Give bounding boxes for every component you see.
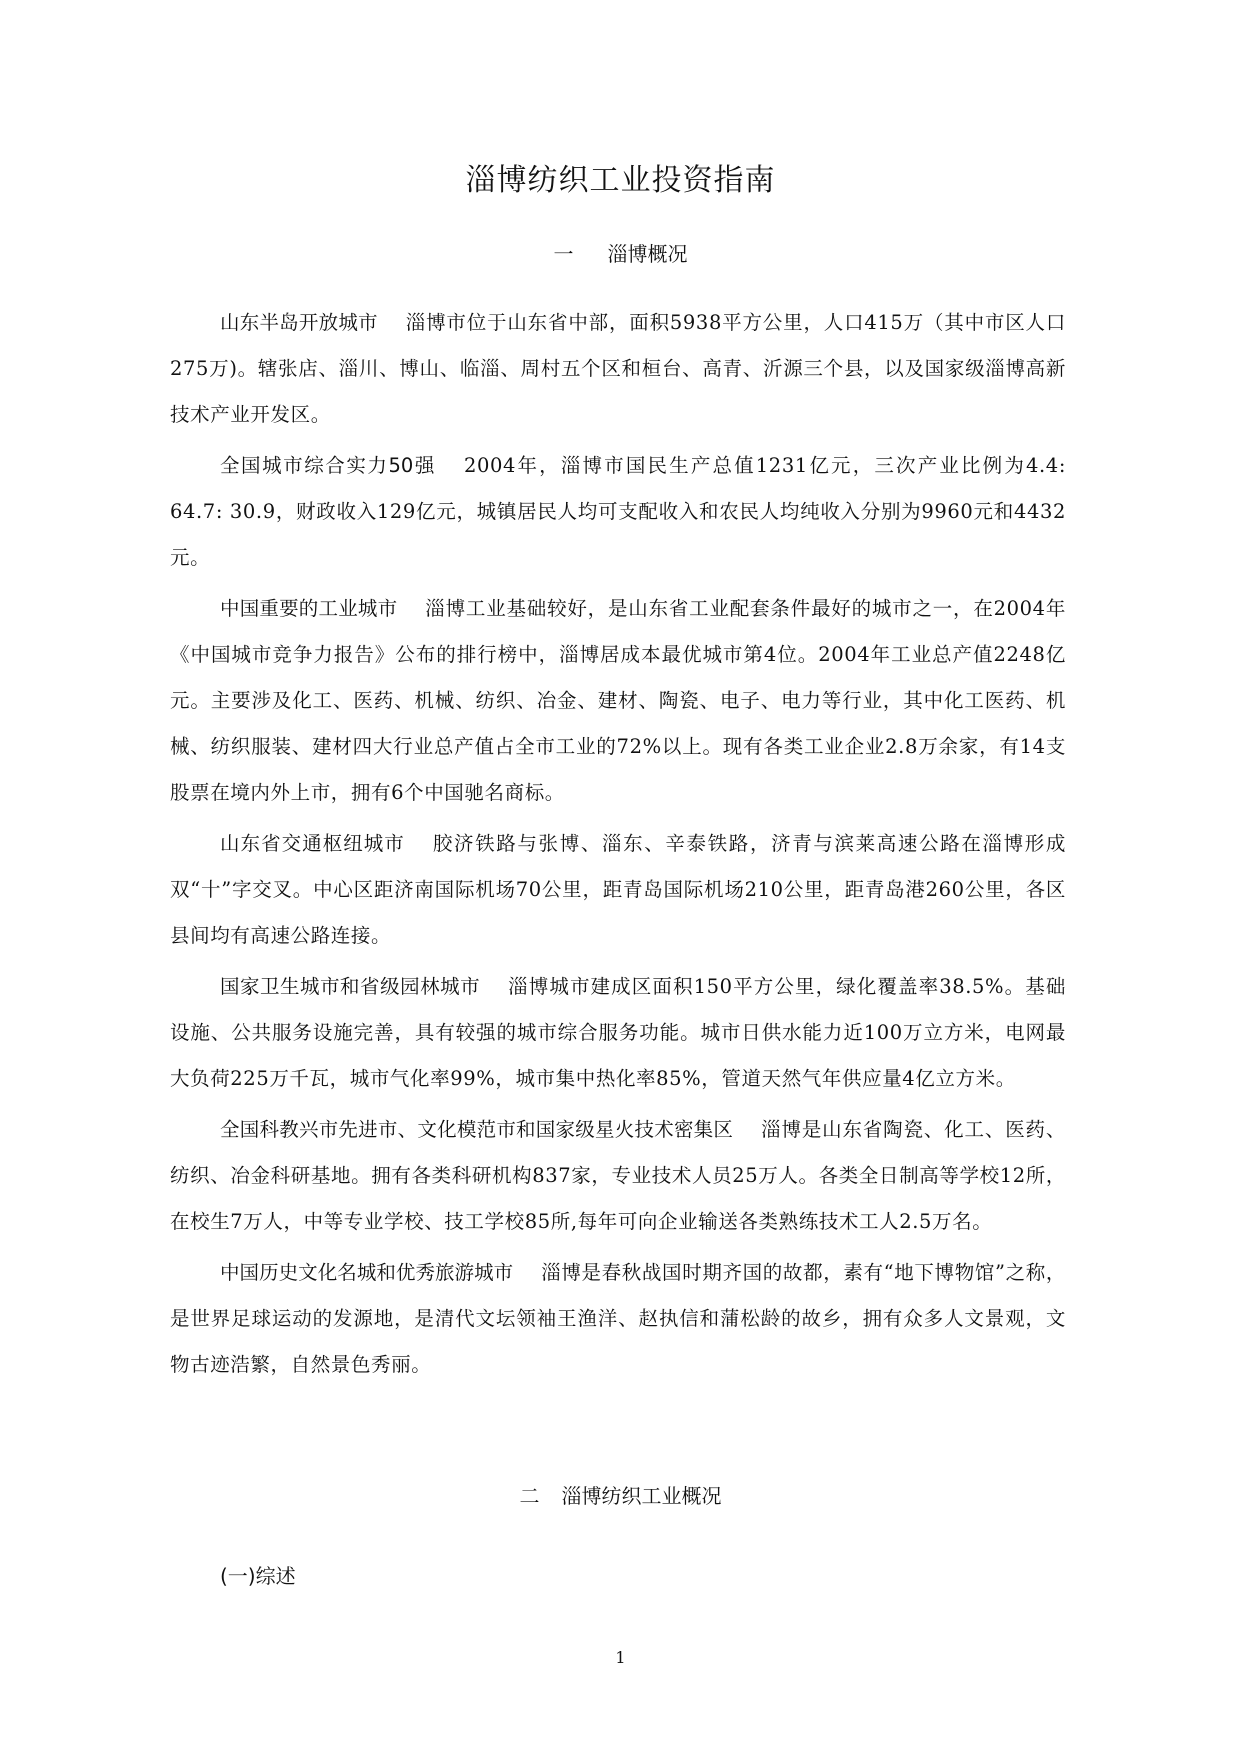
section-heading-2 bbox=[0, 1480, 1241, 1509]
paragraph-text: 淄博是山东省陶瓷、化工、医药、纺织、冶金科研基地。拥有各类科研机构837家，专业技术人员25万人。各类全日制高等学校12所，在校生7万人，中等专业学校、技工学校85所,每年可向企业输送各类熟练技术工人2.5万名。 bbox=[170, 1118, 1066, 1233]
subsection-heading: (一)综述 bbox=[220, 1564, 296, 1588]
paragraph bbox=[170, 443, 1066, 581]
section-heading-1 bbox=[0, 238, 1241, 267]
paragraph bbox=[170, 964, 1066, 1102]
paragraph bbox=[170, 1107, 1066, 1245]
paragraph-lead: 中国历史文化名城和优秀旅游城市 bbox=[220, 1261, 514, 1284]
paragraph-text: 淄博工业基础较好，是山东省工业配套条件最好的城市之一，在2004年《中国城市竞争力报告》公布的排行榜中，淄博居成本最优城市第4位。2004年工业总产值2248亿元。主要涉及化工、医药、机械、纺织、冶金、建材、陶瓷、电子、电力等行业，其中化工医药、机械、纺织服装、建材四大行业总产值占全市工业的72%以上。现有各类工业企业2.8万余家，有14支股票在境内外上市，拥有6个中国驰名商标。 bbox=[170, 597, 1066, 804]
paragraph-lead: 山东半岛开放城市 bbox=[220, 311, 378, 334]
paragraph bbox=[170, 1250, 1066, 1388]
paragraph-lead: 国家卫生城市和省级园林城市 bbox=[220, 975, 481, 998]
paragraph bbox=[170, 821, 1066, 959]
paragraph-lead: 山东省交通枢纽城市 bbox=[220, 832, 405, 855]
page-number: 1 bbox=[615, 1648, 626, 1667]
paragraph-lead: 中国重要的工业城市 bbox=[220, 597, 398, 620]
section-number: 二 bbox=[519, 1484, 540, 1508]
paragraph-text: 淄博城市建成区面积150平方公里，绿化覆盖率38.5%。基础设施、公共服务设施完善，具有较强的城市综合服务功能。城市日供水能力近100万立方米，电网最大负荷225万千瓦，城市气化率99%，城市集中热化率85%，管道天然气年供应量4亿立方米。 bbox=[170, 975, 1066, 1090]
paragraph-text: 胶济铁路与张博、淄东、辛泰铁路，济青与滨莱高速公路在淄博形成双“十”字交叉。中心区距济南国际机场70公里，距青岛国际机场210公里，距青岛港260公里，各区县间均有高速公路连接。 bbox=[170, 832, 1066, 947]
paragraph-lead: 全国城市综合实力50强 bbox=[220, 454, 436, 477]
section-title: 淄博纺织工业概况 bbox=[561, 1484, 722, 1508]
paragraph-lead: 全国科教兴市先进市、文化模范市和国家级星火技术密集区 bbox=[220, 1118, 734, 1141]
document-title: 淄博纺织工业投资指南 bbox=[465, 163, 776, 198]
paragraph-text: 淄博是春秋战国时期齐国的故都，素有“地下博物馆”之称，是世界足球运动的发源地，是清代文坛领袖王渔洋、赵执信和蒲松龄的故乡，拥有众多人文景观，文物古迹浩繁，自然景色秀丽。 bbox=[170, 1261, 1066, 1376]
paragraph bbox=[170, 586, 1066, 816]
section-body bbox=[170, 300, 1066, 1393]
paragraph-text: 2004年，淄博市国民生产总值1231亿元，三次产业比例为4.4: 64.7: 30.9，财政收入129亿元，城镇居民人均可支配收入和农民人均纯收入分别为9960元和4432元。 bbox=[170, 454, 1066, 569]
paragraph bbox=[170, 300, 1066, 438]
section-title: 淄博概况 bbox=[607, 242, 688, 266]
paragraph-text: 淄博市位于山东省中部，面积5938平方公里，人口415万（其中市区人口275万)。辖张店、淄川、博山、临淄、周村五个区和桓台、高青、沂源三个县，以及国家级淄博高新技术产业开发区。 bbox=[170, 311, 1066, 426]
section-number: 一 bbox=[553, 242, 574, 266]
